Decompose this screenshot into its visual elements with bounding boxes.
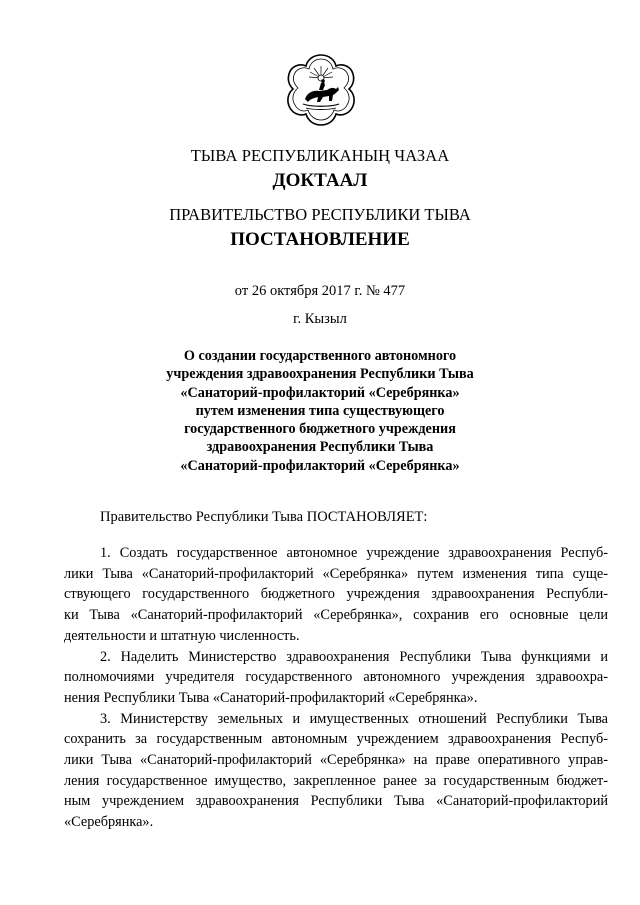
paragraph-1: [64, 543, 608, 647]
subject-line: государственного бюджетного учреждения: [184, 421, 456, 438]
paragraph-line: «Серебрянка».: [64, 814, 154, 831]
document-subject: [0, 347, 640, 475]
subject-line: путем изменения типа существующего: [195, 402, 445, 419]
government-name-russian: ПРАВИТЕЛЬСТВО РЕСПУБЛИКИ ТЫВА: [169, 205, 471, 224]
paragraph-line: полномочиями учредителя государственного автономного учреждения здравоохра-: [64, 669, 608, 686]
paragraph-2: [64, 647, 608, 709]
document-date-number: от 26 октября 2017 г. № 477: [234, 283, 406, 299]
subject-line: здравоохранения Республики Тыва: [206, 439, 434, 456]
paragraph-line: сохранить за государственным автономным учреждением здравоохранения Респуб-: [64, 731, 608, 748]
paragraph-line: ки Тыва «Санаторий-профилакторий «Серебрянка», сохранив его основные цели: [64, 607, 608, 624]
paragraph-line: 1. Создать государственное автономное учреждение здравоохранения Респуб-: [100, 545, 608, 561]
paragraph-line: нения Республики Тыва «Санаторий-профилакторий «Серебрянка».: [64, 689, 478, 706]
subject-line: «Санаторий-профилакторий «Серебрянка»: [180, 384, 460, 401]
paragraph-line: деятельности и штатную численность.: [64, 627, 300, 644]
subject-line: «Санаторий-профилакторий «Серебрянка»: [180, 457, 460, 474]
preamble: Правительство Республики Тыва ПОСТАНОВЛЯЕТ:: [100, 509, 428, 525]
paragraph-line: 2. Наделить Министерство здравоохранения Республики Тыва функциями и: [100, 648, 608, 665]
paragraph-line: ления государственное имущество, закрепленное ранее за государственным бюджет-: [64, 772, 608, 789]
document-city: г. Кызыл: [293, 311, 347, 327]
document-type-tuvan: ДОКТААЛ: [272, 170, 368, 191]
tuva-coat-of-arms-icon: [283, 52, 359, 128]
paragraph-line: 3. Министерству земельных и имущественных отношений Республики Тыва: [100, 710, 608, 727]
document-type-russian: ПОСТАНОВЛЕНИЕ: [230, 229, 410, 250]
subject-line: О создании государственного автономного: [183, 348, 457, 364]
paragraph-line: лики Тыва «Санаторий-профилакторий «Серебрянка» путем изменения типа суще-: [64, 565, 608, 582]
paragraph-line: ным учреждением здравоохранения Республики Тыва «Санаторий-профилакторий: [64, 793, 608, 810]
paragraph-3: [64, 709, 608, 833]
government-name-tuvan: ТЫВА РЕСПУБЛИКАНЫҢ ЧАЗАА: [190, 146, 450, 165]
subject-line: учреждения здравоохранения Республики Тыва: [166, 366, 474, 383]
paragraph-line: лики Тыва «Санаторий-профилакторий «Серебрянка» на праве оперативного управ-: [64, 752, 608, 769]
paragraph-line: ствующего государственного бюджетного учреждения здравоохранения Республи-: [64, 586, 608, 603]
document-body: [64, 543, 608, 833]
